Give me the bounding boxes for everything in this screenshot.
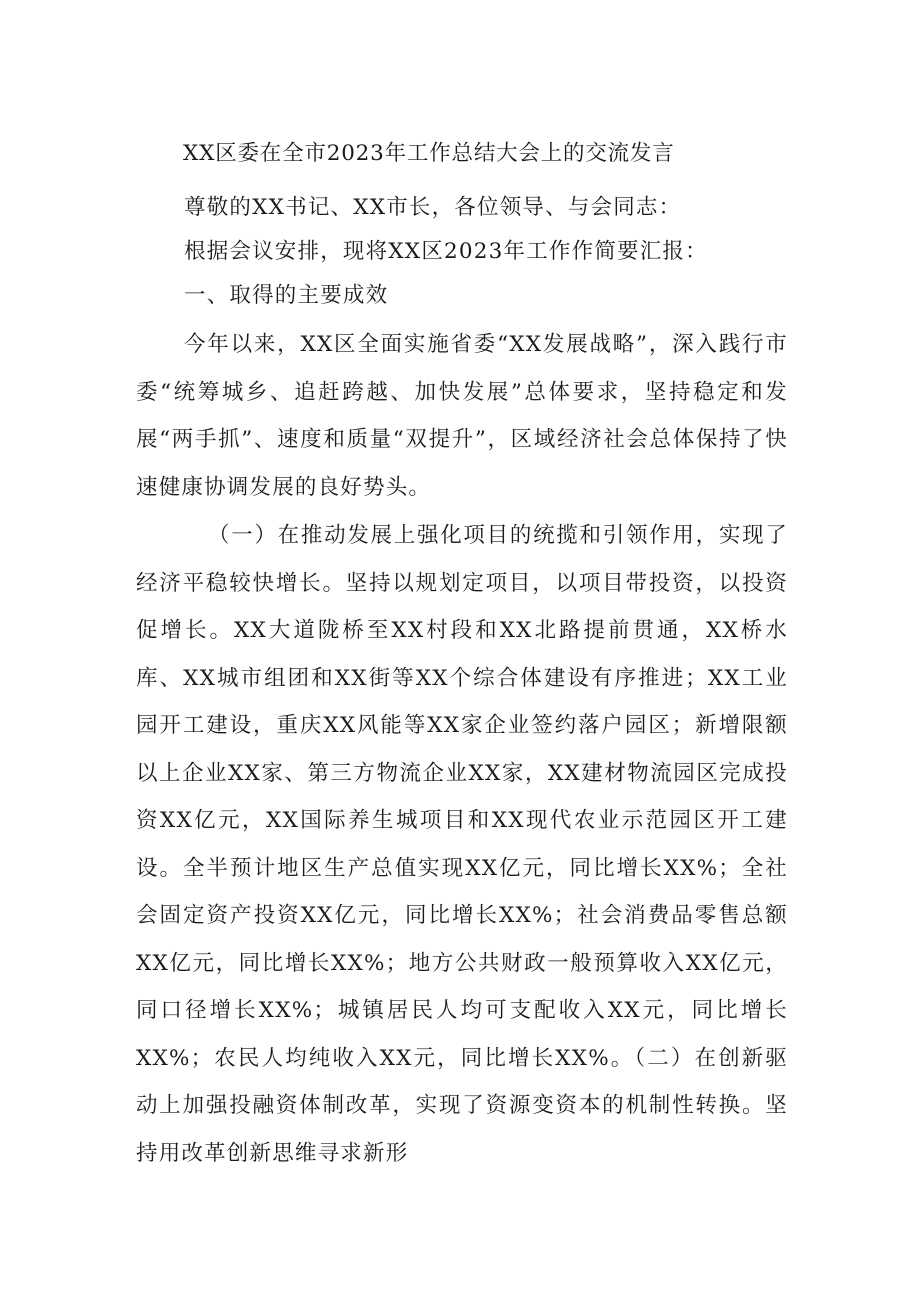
intro-paragraph: 根据会议安排，现将XX区2023年工作作简要汇报：	[184, 239, 708, 264]
body-paragraph-2: （一）在推动发展上强化项目的统揽和引领作用，实现了经济平稳较快增长。坚持以规划定项目，以项目带投资，以投资促增长。XX大道陇桥至XX村段和XX北路提前贯通，XX桥水库、XX城市组团和XX街等XX个综合体建设有序推进；XX工业园开工建设，重庆XX风能等XX家企业签约落户园区；新增限额以上企业XX家、第三方物流企业XX家，XX建材物流园区完成投资XX亿元，XX国际养生城项目和XX现代农业示范园区开工建设。全半预计地区生产总值实现XX亿元，同比增长XX%；全社会固定资产投资XX亿元，同比增长XX%；社会消费品零售总额XX亿元，同比增长XX%；地方公共财政一般预算收入XX亿元，同口径增长XX%；城镇居民人均可支配收入XX元，同比增长XX%；农民人均纯收入XX元，同比增长XX%。（二）在创新驱动上加强投融资体制改革，实现了资源变资本的机制性转换。坚持用改革创新思维寻求新形	[136, 523, 788, 1166]
section-heading: 一、取得的主要成效	[184, 283, 389, 308]
document-body	[136, 186, 788, 1177]
document-title: XX区委在全市2023年工作总结大会上的交流发言	[183, 141, 675, 166]
body-paragraph-1: 今年以来，XX区全面实施省委“XX发展战略”，深入践行市委“统筹城乡、追赶跨越、加快发展”总体要求，坚持稳定和发展“两手抓”、速度和质量“双提升”，区域经济社会总体保持了快速健康协调发展的良好势头。	[136, 332, 788, 500]
salutation: 尊敬的XX书记、XX市长，各位领导、与会同志：	[184, 195, 682, 220]
